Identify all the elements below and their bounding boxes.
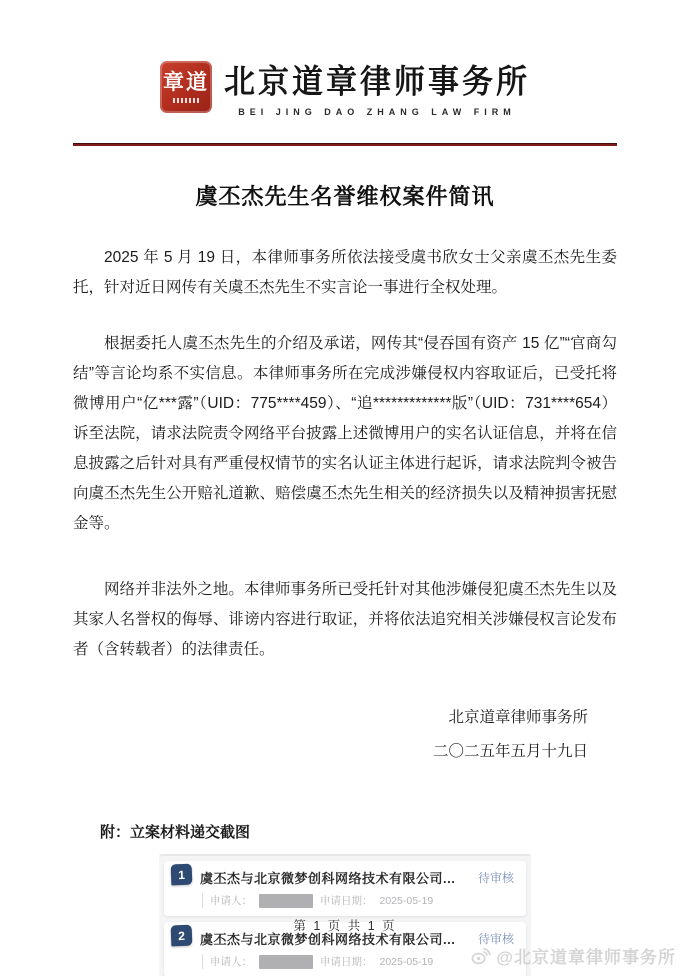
case-title-row xyxy=(200,868,514,887)
firm-seal-icon xyxy=(160,61,212,113)
attachment-label: 附：立案材料递交截图 xyxy=(100,824,251,841)
status-badge: 待审核 xyxy=(477,871,514,885)
page-number: 第 1 页 共 1 页 xyxy=(293,919,397,933)
application-date-label: 申请日期： xyxy=(320,895,373,907)
case-number-badge: 2 xyxy=(171,925,193,947)
case-meta-row xyxy=(202,893,514,908)
application-date: 2025-05-19 xyxy=(379,955,434,968)
red-divider xyxy=(73,143,617,146)
paragraph-2: 根据委托人虞丕杰先生的介绍及承诺，网传其“侵吞国有资产 15 亿”“官商勾结”等言论均系不实信息。本律师事务所在完成涉嫌侵权内容取证后，已受托将微博用户“亿***露”（UID：775****459）、“追*************版”（UID：731****654）诉至法院，请求法院责令网络平台披露上述微博用户的实名认证信息，并将在信息披露之后针对具有严重侵权情节的实名认证主体进行起诉，请求法院判令被告向虞丕杰先生公开赔礼道歉、赔偿虞丕杰先生相关的经济损失以及精神损害抚慰金等。 xyxy=(73,335,617,532)
weibo-icon xyxy=(470,947,492,965)
firm-name-block xyxy=(224,56,530,117)
applicant-label: 申请人： xyxy=(210,895,252,907)
case-number-badge: 1 xyxy=(171,864,193,886)
application-date-label: 申请日期： xyxy=(320,956,373,968)
paragraph-1: 2025 年 5 月 19 日，本律师事务所依法接受虞书欣女士父亲虞丕杰先生委托，针对近日网传有关虞丕杰先生不实言论一事进行全权处理。 xyxy=(73,249,617,296)
signature-block xyxy=(0,701,588,769)
firm-name-cn: 北京道章律师事务所 xyxy=(224,63,530,102)
paragraph-3: 网络并非法外之地。本律师事务所已受托针对其他涉嫌侵犯虞丕杰先生以及其家人名誉权的侮辱、诽谤内容进行取证，并将依法追究相关涉嫌侵权言论发布者（含转载者）的法律责任。 xyxy=(73,581,617,658)
redacted-applicant-name xyxy=(259,955,313,969)
weibo-watermark xyxy=(470,943,676,968)
signature-date: 二〇二五年五月十九日 xyxy=(432,743,588,760)
case-meta-row xyxy=(202,954,514,969)
case-title: 虞丕杰与北京微梦创科网络技术有限公司... xyxy=(200,871,456,886)
case-title: 虞丕杰与北京微梦创科网络技术有限公司... xyxy=(200,932,456,947)
signature-name: 北京道章律师事务所 xyxy=(448,709,588,726)
redacted-applicant-name xyxy=(259,894,313,908)
firm-name-en: BEI JING DAO ZHANG LAW FIRM xyxy=(238,107,516,117)
status-badge: 待审核 xyxy=(477,932,514,946)
document-body xyxy=(73,243,617,665)
watermark-text: @北京道章律师事务所 xyxy=(496,948,676,967)
page-title: 虞丕杰先生名誉维权案件简讯 xyxy=(195,184,495,209)
seal-subtext-decoration xyxy=(173,98,199,103)
case-card-1 xyxy=(164,861,526,916)
application-date: 2025-05-19 xyxy=(379,894,434,907)
applicant-label: 申请人： xyxy=(210,956,252,968)
firm-logo xyxy=(0,0,690,117)
seal-text: 章道 xyxy=(163,71,209,94)
